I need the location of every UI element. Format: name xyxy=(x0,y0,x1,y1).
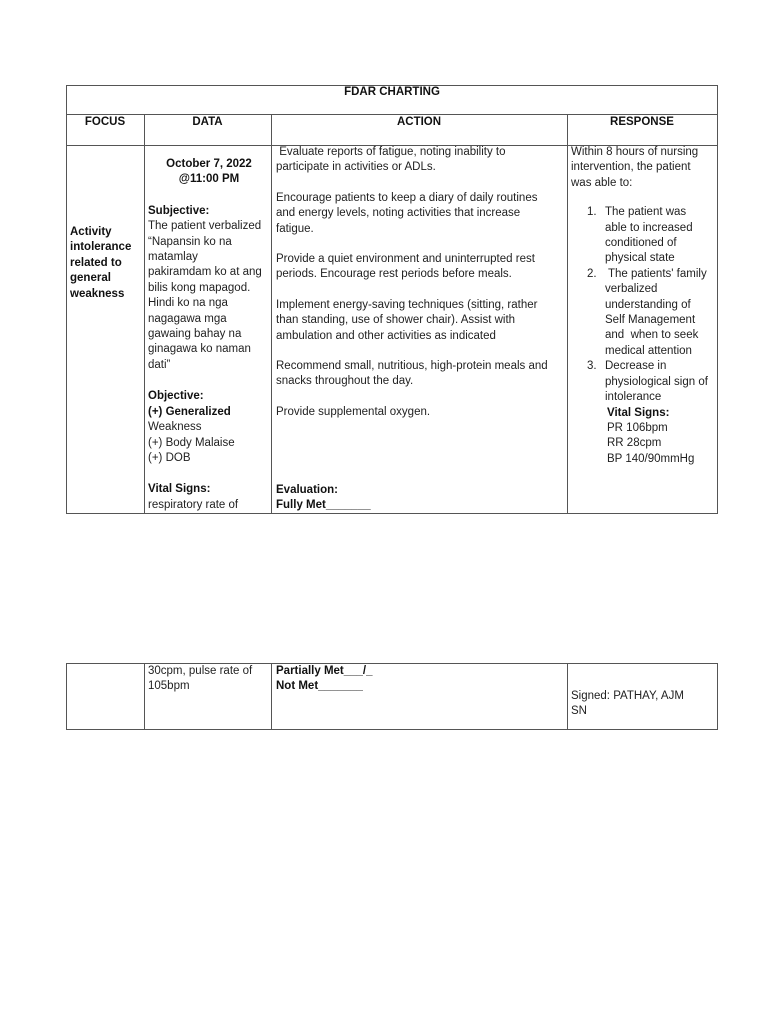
action-column xyxy=(276,145,566,420)
focus-line: weakness xyxy=(70,287,125,300)
subjective-line: “Napansin ko na xyxy=(148,235,232,248)
list-line: Decrease in xyxy=(605,360,667,373)
data-date: October 7, 2022 xyxy=(166,158,252,170)
action-line: fatigue. xyxy=(276,222,314,235)
subjective-line: The patient verbalized xyxy=(148,220,262,233)
response-intro: was able to: xyxy=(571,176,633,189)
signature-block xyxy=(571,689,716,720)
header-data: DATA xyxy=(192,116,223,128)
focus-line: Activity xyxy=(70,226,112,238)
action-line: and energy levels, noting activities that increase xyxy=(276,207,521,220)
objective-label: Objective: xyxy=(148,390,204,403)
response-vital: RR 28cpm xyxy=(607,437,662,450)
evaluation-continuation xyxy=(276,664,566,695)
evaluation-label: Evaluation: xyxy=(276,484,338,496)
response-vital: PR 106bpm xyxy=(607,421,668,434)
list-item xyxy=(571,267,716,359)
header-focus: FOCUS xyxy=(84,116,126,128)
response-vitals-label: Vital Signs: xyxy=(607,406,670,419)
data-vitals-line: respiratory rate of xyxy=(148,498,239,511)
list-item xyxy=(571,205,716,267)
action-line: Provide supplemental oxygen. xyxy=(276,405,431,418)
list-number: 1. xyxy=(587,206,597,219)
partially-met: Partially Met___/_ xyxy=(276,665,373,677)
list-item xyxy=(571,359,716,405)
action-line: than standing, use of shower chair). Assist with xyxy=(276,314,516,327)
objective-line: (+) Generalized xyxy=(148,405,231,418)
signed-line: SN xyxy=(571,705,587,718)
header-action: ACTION xyxy=(396,116,442,128)
response-column xyxy=(571,145,716,467)
subjective-line: nagagawa mga xyxy=(148,312,227,325)
data-vitals-label: Vital Signs: xyxy=(148,483,211,496)
response-list xyxy=(571,205,716,405)
list-line: The patient was xyxy=(605,206,687,219)
list-line: intolerance xyxy=(605,391,662,404)
subjective-line: Hindi ko na nga xyxy=(148,297,228,310)
response-vital: BP 140/90mmHg xyxy=(607,452,695,465)
objective-line: (+) DOB xyxy=(148,451,191,464)
list-line: medical attention xyxy=(605,344,692,357)
data-continuation xyxy=(148,664,270,695)
action-line: periods. Encourage rest periods before meals. xyxy=(276,268,512,281)
list-line: physiological sign of xyxy=(605,375,708,388)
action-line: snacks throughout the day. xyxy=(276,375,414,388)
not-met: Not Met_______ xyxy=(276,680,363,693)
list-line: physical state xyxy=(605,252,675,265)
subjective-line: ginagawa ko naman xyxy=(148,343,251,356)
list-number: 3. xyxy=(587,360,597,373)
subjective-label: Subjective: xyxy=(148,204,210,217)
action-line: Recommend small, nutritious, high-protein meals and xyxy=(276,360,548,373)
data-vitals-line: 105bpm xyxy=(148,680,190,693)
list-line: verbalized xyxy=(605,283,658,296)
data-vitals-line: 30cpm, pulse rate of xyxy=(148,665,253,677)
subjective-line: bilis kong mapagod. xyxy=(148,281,251,294)
data-time: @11:00 PM xyxy=(178,173,240,186)
data-column xyxy=(148,157,270,513)
focus-line: related to xyxy=(70,256,122,269)
list-line: The patients' family xyxy=(605,267,707,280)
fully-met: Fully Met_______ xyxy=(276,499,371,512)
list-line: and when to seek xyxy=(605,329,699,342)
signed-line: Signed: PATHAY, AJM xyxy=(571,690,684,702)
focus-line: general xyxy=(70,272,111,285)
list-line: able to increased xyxy=(605,221,693,234)
action-line: participate in activities or ADLs. xyxy=(276,161,436,174)
action-line: ambulation and other activities as indicated xyxy=(276,329,496,342)
list-line: conditioned of xyxy=(605,237,677,250)
focus-text xyxy=(70,225,142,302)
list-line: understanding of xyxy=(605,298,691,311)
chart-title: FDAR CHARTING xyxy=(344,86,440,98)
subjective-line: pakiramdam ko at ang xyxy=(148,266,262,279)
focus-line: intolerance xyxy=(70,241,132,254)
action-line: Provide a quiet environment and uninterrupted rest xyxy=(276,253,535,266)
evaluation-block xyxy=(276,483,566,514)
subjective-line: matamlay xyxy=(148,251,198,264)
response-intro: intervention, the patient xyxy=(571,161,691,174)
list-number: 2. xyxy=(587,267,597,280)
subjective-line: dati” xyxy=(148,358,171,371)
response-intro: Within 8 hours of nursing xyxy=(571,146,699,158)
header-response: RESPONSE xyxy=(610,116,674,128)
objective-line: Weakness xyxy=(148,421,202,434)
subjective-line: gawaing bahay na xyxy=(148,328,242,341)
action-line: Encourage patients to keep a diary of daily routines xyxy=(276,191,538,204)
action-line: Evaluate reports of fatigue, noting inability to xyxy=(276,146,506,158)
objective-line: (+) Body Malaise xyxy=(148,436,235,449)
action-line: Implement energy-saving techniques (sitting, rather xyxy=(276,298,538,311)
list-line: Self Management xyxy=(605,314,696,327)
